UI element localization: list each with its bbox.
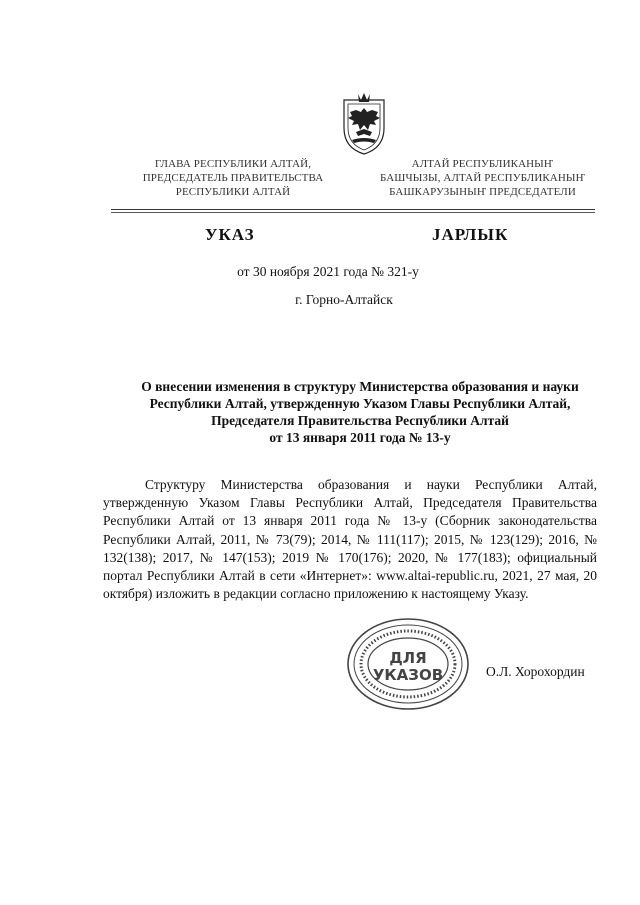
header-divider-thin [111, 212, 595, 213]
header-left-line: ПРЕДСЕДАТЕЛЬ ПРАВИТЕЛЬСТВА [142, 172, 324, 184]
seal-icon [346, 617, 470, 711]
coat-of-arms-icon [334, 90, 394, 158]
doc-type-jarlyk: ЈАРЛЫК [432, 225, 509, 244]
doc-type-ukaz: УКАЗ [205, 225, 255, 244]
document-body: Структуру Министерства образования и науки Республики Алтай, утвержденную Указом Главы Республики Алтай, Председателя Правительства Республики Алтай от 13 января 2011 года № 13-у (Сборник законодательства Республики Алтай, 2011, № 73(79); 2014, № 111(117); 2015, № 123(129); 2016, № 132(138); 2017, № 147(153); 2019 № 170(176); 2020, № 177(183); официальный портал Республики Алтай в сети «Интернет»: www.altai-republic.ru, 2021, 27 мая, 20 октября) изложить в редакции согласно приложению к настоящему Указу. [103, 477, 597, 602]
title-line: О внесении изменения в структуру Министерства образования и науки [141, 379, 579, 394]
header-left-line: ГЛАВА РЕСПУБЛИКИ АЛТАЙ, [154, 158, 312, 170]
seal-stamp [346, 617, 470, 711]
title-line: Республики Алтай, утвержденную Указом Главы Республики Алтай, [149, 396, 571, 411]
stamp-line-1: ДЛЯ [389, 649, 427, 667]
header-divider [111, 209, 595, 210]
title-line: Председателя Правительства Республики Алтай [211, 413, 509, 428]
header-right-line: БАШЧЫЗЫ, АЛТАЙ РЕСПУБЛИКАНЫҤ [379, 172, 586, 184]
document-title [100, 378, 620, 446]
title-line: от 13 января 2011 года № 13-у [269, 430, 451, 445]
header-left-line: РЕСПУБЛИКИ АЛТАЙ [175, 186, 291, 198]
header-right-line: БАШКАРУЗЫНЫҤ ПРЕДСЕДАТЕЛИ [389, 186, 576, 198]
document-date: от 30 ноября 2021 года № 321-у [237, 264, 419, 279]
header-right-line: АЛТАЙ РЕСПУБЛИКАНЫҤ [411, 158, 554, 170]
signatory-name: О.Л. Хорохордин [486, 664, 585, 679]
stamp-line-2: УКАЗОВ [372, 666, 444, 684]
document-city: г. Горно-Алтайск [295, 292, 393, 307]
header-right [360, 157, 605, 199]
header-left [128, 157, 338, 199]
